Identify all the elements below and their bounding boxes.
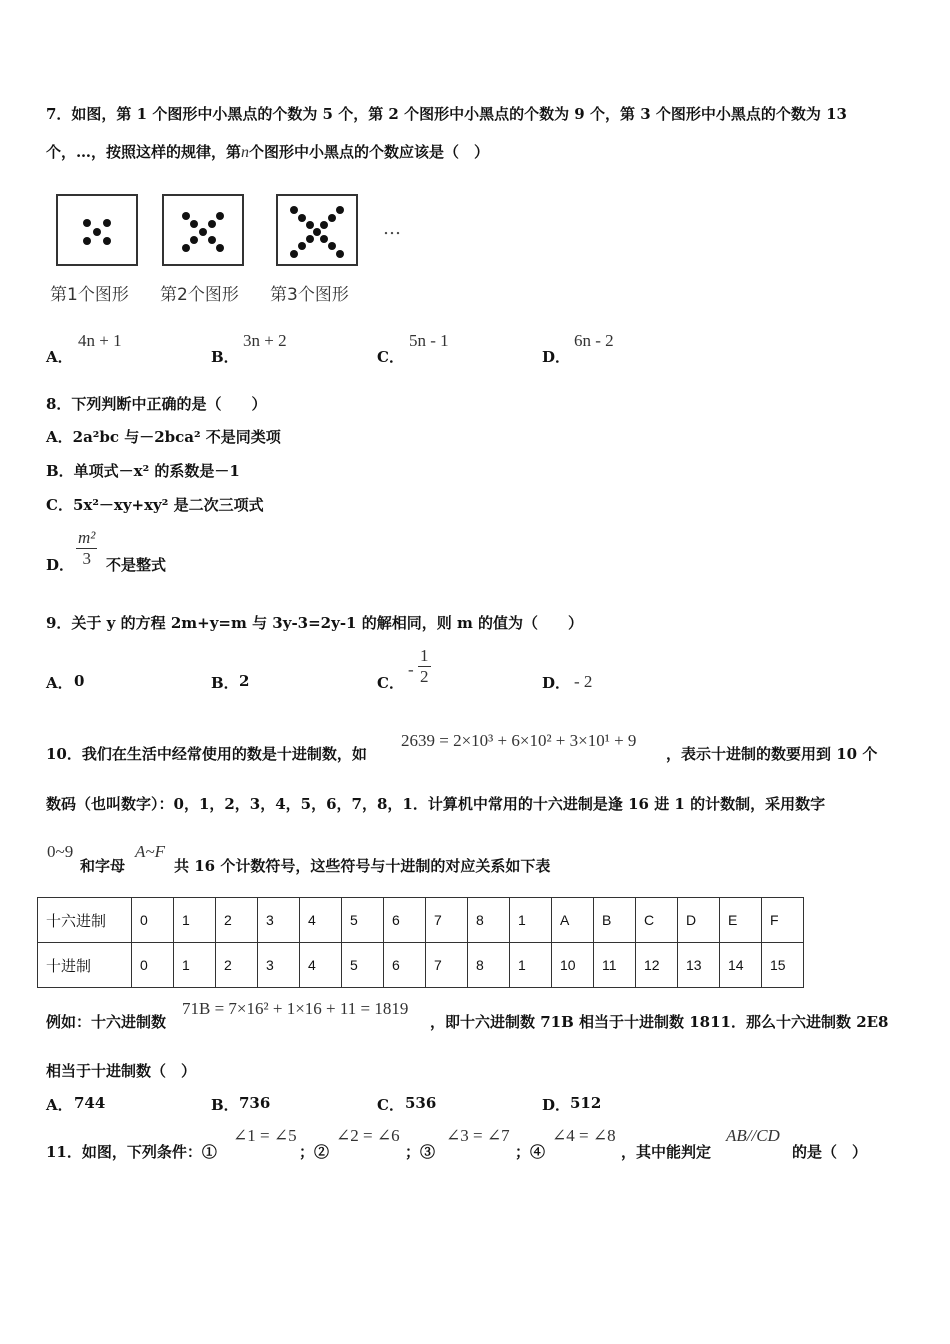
q8-option-c: C．5x²－xy+xy² 是二次三项式 bbox=[46, 496, 264, 514]
table-cell: 0 bbox=[132, 943, 174, 988]
figure-3-box bbox=[276, 194, 358, 266]
q10-mid: 和字母 bbox=[80, 857, 126, 875]
table-cell: 1 bbox=[174, 898, 216, 943]
q9-option-d-label: D． bbox=[542, 674, 571, 692]
q11-post: 的是（ ） bbox=[792, 1143, 868, 1161]
figure-1-box bbox=[56, 194, 138, 266]
table-cell: D bbox=[678, 898, 720, 943]
q10-formula: 2639 = 2×10³ + 6×10² + 3×10¹ + 9 bbox=[401, 731, 637, 750]
q11-sep-4: ，其中能判定 bbox=[621, 1143, 712, 1161]
q7-option-a-label: A． bbox=[46, 348, 73, 366]
q10-range-letters: A~F bbox=[135, 842, 165, 861]
table-cell: 15 bbox=[762, 943, 804, 988]
table-cell: F bbox=[762, 898, 804, 943]
table-cell: 5 bbox=[342, 943, 384, 988]
q10-line1-post: ，表示十进制的数要用到 10 个 bbox=[666, 745, 878, 763]
figure-2-box bbox=[162, 194, 244, 266]
table-cell: 8 bbox=[468, 943, 510, 988]
table-cell: E bbox=[720, 898, 762, 943]
q8-option-b: B．单项式－x² 的系数是－1 bbox=[46, 462, 240, 480]
q10-line-last: 相当于十进制数（ ） bbox=[46, 1062, 197, 1080]
table-cell: C bbox=[636, 898, 678, 943]
q9-stem: 9．关于 y 的方程 2m+y=m 与 3y-3=2y-1 的解相同，则 m 的值为（ ） bbox=[46, 614, 584, 632]
fraction-denominator: 3 bbox=[82, 549, 91, 568]
table-cell: 2 bbox=[216, 898, 258, 943]
table-cell: 11 bbox=[594, 943, 636, 988]
dot bbox=[190, 220, 198, 228]
q7-line2-pre: 个，…，按照这样的规律，第 bbox=[46, 143, 242, 161]
dot bbox=[320, 221, 328, 229]
table-cell: 3 bbox=[258, 943, 300, 988]
table-cell: 7 bbox=[426, 943, 468, 988]
dot bbox=[216, 244, 224, 252]
hex-table bbox=[37, 897, 804, 988]
dot bbox=[93, 228, 101, 236]
q11-cond-2: ∠2 = ∠6 bbox=[336, 1126, 400, 1145]
q9-option-d-value: - 2 bbox=[574, 672, 593, 691]
table-cell: 7 bbox=[426, 898, 468, 943]
dot bbox=[208, 236, 216, 244]
q11-cond-1: ∠1 = ∠5 bbox=[233, 1126, 297, 1145]
dot bbox=[190, 236, 198, 244]
q9-option-c-label: C． bbox=[377, 674, 404, 692]
dot bbox=[336, 206, 344, 214]
q11-sep-2: ；③ bbox=[405, 1143, 436, 1161]
fraction-numerator: m² bbox=[78, 528, 96, 547]
q10-line1-pre: 10．我们在生活中经常使用的数是十进制数，如 bbox=[46, 745, 367, 763]
q8-option-d-label: D． bbox=[46, 556, 75, 574]
q10-example-post: ，即十六进制数 71B 相当于十进制数 1811．那么十六进制数 2E8 bbox=[430, 1013, 889, 1031]
dot bbox=[103, 237, 111, 245]
q7-line1: 7．如图，第 1 个图形中小黑点的个数为 5 个，第 2 个图形中小黑点的个数为 9 个，第 3 个图形中小黑点的个数为 13 bbox=[46, 105, 847, 123]
q8-stem: 8．下列判断中正确的是（ ） bbox=[46, 395, 267, 413]
q8-option-d-fraction bbox=[76, 528, 97, 569]
q11-cond-3: ∠3 = ∠7 bbox=[446, 1126, 510, 1145]
table-cell: 10 bbox=[552, 943, 594, 988]
table-cell: B bbox=[594, 898, 636, 943]
dot bbox=[182, 244, 190, 252]
q10-option-c-label: C． bbox=[377, 1096, 404, 1114]
q7-option-c-expr: 5n - 1 bbox=[409, 331, 449, 350]
caption-3: 第3个图形 bbox=[270, 285, 349, 305]
q8-option-a: A．2a²bc 与－2bca² 不是同类项 bbox=[46, 428, 281, 446]
q11-cond-4: ∠4 = ∠8 bbox=[552, 1126, 616, 1145]
dot bbox=[306, 221, 314, 229]
table-header: 十六进制 bbox=[38, 898, 132, 943]
q9-option-a-value: 0 bbox=[74, 672, 85, 690]
table-cell: 0 bbox=[132, 898, 174, 943]
q10-option-a-label: A． bbox=[46, 1096, 73, 1114]
q10-line3-post: 共 16 个计数符号，这些符号与十进制的对应关系如下表 bbox=[174, 857, 551, 875]
q9-option-c-sign: - bbox=[408, 660, 414, 679]
dot bbox=[290, 206, 298, 214]
dot bbox=[306, 235, 314, 243]
q7-option-b-label: B． bbox=[211, 348, 239, 366]
dot bbox=[83, 219, 91, 227]
q7-option-a-expr: 4n + 1 bbox=[78, 331, 122, 350]
table-cell: 5 bbox=[342, 898, 384, 943]
q9-option-b-label: B． bbox=[211, 674, 239, 692]
table-cell: 6 bbox=[384, 898, 426, 943]
dot bbox=[313, 228, 321, 236]
q11-sep-1: ；② bbox=[299, 1143, 330, 1161]
table-header: 十进制 bbox=[38, 943, 132, 988]
q10-range-digits: 0~9 bbox=[47, 842, 74, 861]
table-cell: 4 bbox=[300, 898, 342, 943]
table-cell: 12 bbox=[636, 943, 678, 988]
q11-pre: 11．如图，下列条件：① bbox=[46, 1143, 217, 1161]
dot bbox=[336, 250, 344, 258]
q7-option-c-label: C． bbox=[377, 348, 404, 366]
q11-sep-3: ；④ bbox=[515, 1143, 546, 1161]
caption-2: 第2个图形 bbox=[160, 285, 239, 305]
q11-cond-5: AB//CD bbox=[726, 1126, 780, 1145]
q7-option-d-label: D． bbox=[542, 348, 571, 366]
dot bbox=[328, 242, 336, 250]
dot bbox=[298, 214, 306, 222]
q10-option-b-value: 736 bbox=[239, 1094, 271, 1112]
dot bbox=[208, 220, 216, 228]
q7-n: n bbox=[241, 144, 250, 161]
table-cell: 6 bbox=[384, 943, 426, 988]
table-cell: 3 bbox=[258, 898, 300, 943]
q10-example-pre: 例如：十六进制数 bbox=[46, 1013, 167, 1031]
caption-1: 第1个图形 bbox=[50, 285, 129, 305]
q7-line2-post: 个图形中小黑点的个数应该是（ ） bbox=[249, 143, 490, 161]
table-cell: 1 bbox=[174, 943, 216, 988]
dot bbox=[182, 212, 190, 220]
q10-option-d-label: D． bbox=[542, 1096, 571, 1114]
table-cell: 8 bbox=[468, 898, 510, 943]
dot bbox=[216, 212, 224, 220]
q9-option-c-fraction bbox=[418, 646, 431, 687]
q9-option-a-label: A． bbox=[46, 674, 73, 692]
dot bbox=[199, 228, 207, 236]
q10-option-a-value: 744 bbox=[74, 1094, 106, 1112]
q10-option-c-value: 536 bbox=[405, 1094, 437, 1112]
table-cell: 1 bbox=[510, 898, 552, 943]
table-cell: 13 bbox=[678, 943, 720, 988]
q10-example-formula: 71B = 7×16² + 1×16 + 11 = 1819 bbox=[182, 999, 409, 1018]
fraction-denominator: 2 bbox=[420, 667, 429, 686]
table-cell: A bbox=[552, 898, 594, 943]
table-cell: 4 bbox=[300, 943, 342, 988]
table-cell: 14 bbox=[720, 943, 762, 988]
q9-option-b-value: 2 bbox=[239, 672, 250, 690]
q10-line2: 数码（也叫数字）：0，1，2，3，4，5，6，7，8，1．计算机中常用的十六进制是逢 16 进 1 的计数制，采用数字 bbox=[46, 795, 826, 813]
q7-option-d-expr: 6n - 2 bbox=[574, 331, 614, 350]
table-cell: 2 bbox=[216, 943, 258, 988]
dot bbox=[328, 214, 336, 222]
q7-option-b-expr: 3n + 2 bbox=[243, 331, 287, 350]
q7-line2 bbox=[46, 141, 489, 162]
q8-option-d-text: 不是整式 bbox=[106, 556, 167, 574]
dot bbox=[290, 250, 298, 258]
dot bbox=[298, 242, 306, 250]
q10-option-b-label: B． bbox=[211, 1096, 239, 1114]
ellipsis: … bbox=[383, 218, 401, 239]
fraction-numerator: 1 bbox=[420, 646, 429, 665]
table-cell: 1 bbox=[510, 943, 552, 988]
dot bbox=[103, 219, 111, 227]
table-row bbox=[38, 898, 804, 943]
q10-option-d-value: 512 bbox=[570, 1094, 602, 1112]
dot bbox=[320, 235, 328, 243]
dot bbox=[83, 237, 91, 245]
table-row bbox=[38, 943, 804, 988]
